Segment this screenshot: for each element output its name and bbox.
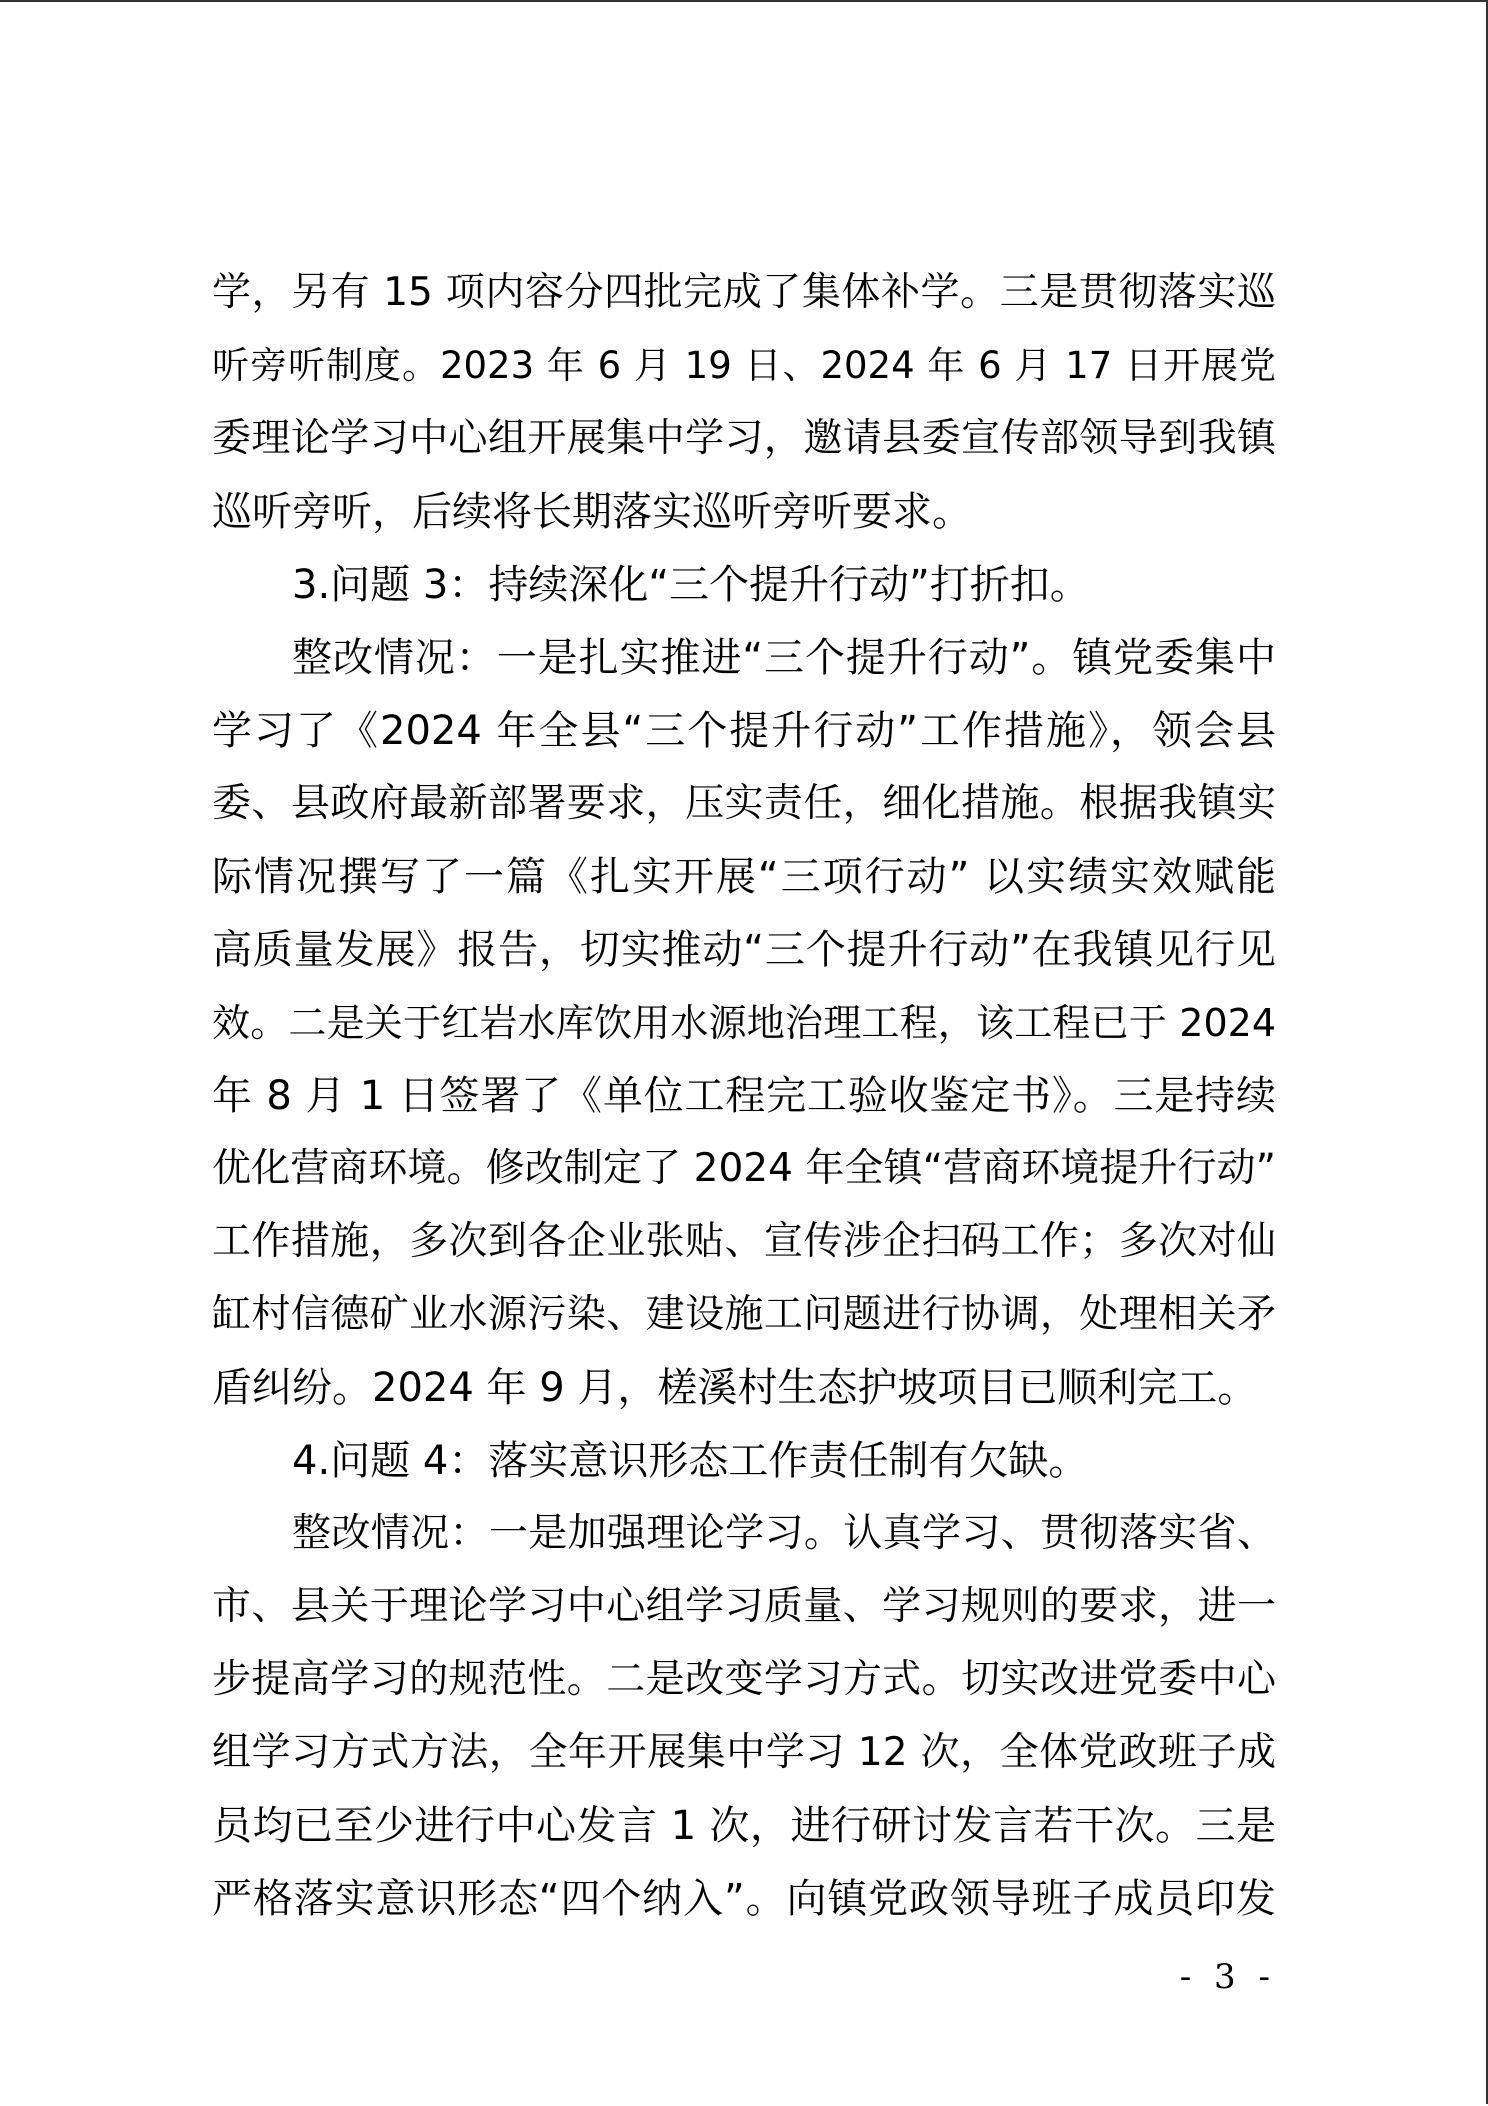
text-line: 优化营商环境。修改制定了 2024 年全镇“营商环境提升行动”	[212, 1146, 1276, 1191]
section-heading: 3.问题 3：持续深化“三个提升行动”打折扣。	[292, 562, 1090, 608]
text-line: 年 8 月 1 日签署了《单位工程完工验收鉴定书》。三是持续	[212, 1073, 1276, 1119]
text-line: 学，另有 15 项内容分四批完成了集体补学。三是贯彻落实巡	[212, 270, 1276, 315]
text-line: 整改情况：一是加强理论学习。认真学习、贯彻落实省、	[292, 1511, 1276, 1556]
text-line: 际情况撰写了一篇《扎实开展“三项行动” 以实绩实效赋能	[212, 854, 1276, 900]
page-number: - 3 -	[1179, 1957, 1276, 1997]
text-line: 步提高学习的规范性。二是改变学习方式。切实改进党委中心	[212, 1657, 1276, 1702]
text-line: 听旁听制度。2023 年 6 月 19 日、2024 年 6 月 17 日开展党	[212, 344, 1276, 387]
text-line: 市、县关于理论学习中心组学习质量、学习规则的要求，进一	[212, 1584, 1276, 1629]
text-line: 组学习方式方法，全年开展集中学习 12 次，全体党政班子成	[212, 1730, 1276, 1775]
document-page	[0, 2, 1488, 2106]
section-heading: 4.问题 4：落实意识形态工作责任制有欠缺。	[292, 1438, 1089, 1484]
text-line: 学习了《2024 年全县“三个提升行动”工作措施》，领会县	[212, 708, 1276, 754]
text-line: 高质量发展》报告，切实推动“三个提升行动”在我镇见行见	[212, 927, 1276, 973]
text-line: 整改情况：一是扎实推进“三个提升行动”。镇党委集中	[292, 635, 1276, 681]
text-line: 工作措施，多次到各企业张贴、宣传涉企扫码工作；多次对仙	[212, 1219, 1276, 1264]
text-line: 严格落实意识形态“四个纳入”。向镇党政领导班子成员印发	[212, 1876, 1276, 1922]
text-line: 效。二是关于红岩水库饮用水源地治理工程，该工程已于 2024	[212, 1001, 1276, 1045]
text-line: 巡听旁听，后续将长期落实巡听旁听要求。	[212, 489, 972, 535]
text-line: 员均已至少进行中心发言 1 次，进行研讨发言若干次。三是	[212, 1803, 1276, 1849]
text-line: 委理论学习中心组开展集中学习，邀请县委宣传部领导到我镇	[212, 416, 1276, 461]
text-line: 缸村信德矿业水源污染、建设施工问题进行协调，处理相关矛	[212, 1292, 1276, 1337]
text-line: 盾纠纷。2024 年 9 月，槎溪村生态护坡项目已顺利完工。	[212, 1365, 1258, 1411]
text-line: 委、县政府最新部署要求，压实责任，细化措施。根据我镇实	[212, 781, 1276, 826]
